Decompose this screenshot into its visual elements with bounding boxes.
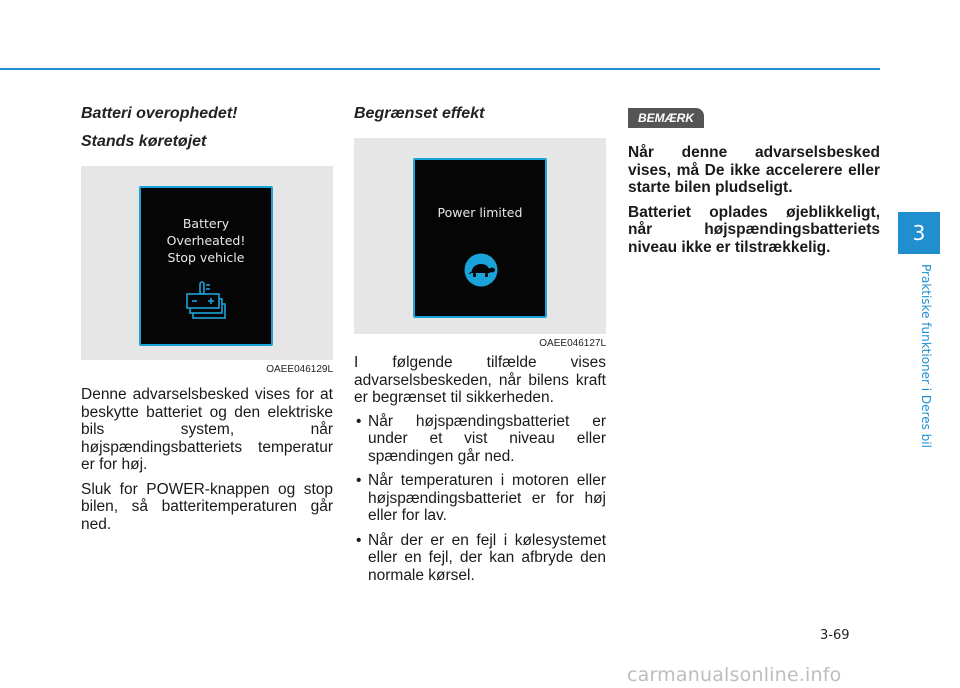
note-paragraph: Batteriet oplades øjeblikkeligt, når højspændingsbatteriets niveau ikke er tilstrækkelig. [628,203,880,256]
figure-code: OAEE046127L [539,338,606,349]
bullet-list [354,413,606,585]
note-paragraph: Når denne advarselsbesked vises, må De ikke accelerere eller starte bilen pludseligt. [628,144,880,196]
cluster-display [413,158,547,318]
heading-stop-vehicle: Stands køretøjet [81,133,207,150]
turtle-icon [463,252,499,288]
list-item: • Når der er en fejl i kølesystemet eller en fejl, der kan afbryde den normale kørsel. [354,532,606,585]
paragraph-intro: I følgende tilfælde vises advarselsbeskeden, når bilens kraft er begrænset til sikkerheden. [354,354,606,406]
display-line: Stop vehicle [167,250,245,265]
note-badge: BEMÆRK [628,108,704,128]
heading-battery-overheated: Batteri overophedet! [81,105,238,122]
figure-power-limited [354,138,606,349]
column-battery-overheated [81,104,333,533]
display-line: Battery [182,216,230,231]
display-message [141,215,271,266]
figure-battery-overheated [81,166,333,375]
heading-power-limited: Begrænset effekt [354,105,485,122]
cluster-display [139,186,273,346]
watermark: carmanualsonline.info [627,664,842,686]
paragraph: Denne advarselsbesked vises for at beskytte batteriet og den elektriske bils system, når højspændingsbatteriets temperatur er for høj. [81,386,333,473]
display-line: Overheated! [166,233,246,248]
display-message: Power limited [437,205,523,220]
header-rule [0,68,880,70]
paragraph: Sluk for POWER-knappen og stop bilen, så batteritemperaturen går ned. [81,480,333,533]
column-power-limited [354,104,606,591]
list-item: • Når temperaturen i motoren eller højspændingsbatteriet er for høj eller for lav. [354,472,606,525]
chapter-tab: 3 [898,212,940,254]
page-number: 3-69 [820,628,850,643]
figure-code: OAEE046129L [266,364,333,375]
list-item: • Når højspændingsbatteriet er under et vist niveau eller spændingen går ned. [354,413,606,466]
column-note [628,104,880,256]
chapter-title: Praktiske funktioner i Deres bil [919,264,933,448]
battery-temperature-icon [184,280,228,320]
